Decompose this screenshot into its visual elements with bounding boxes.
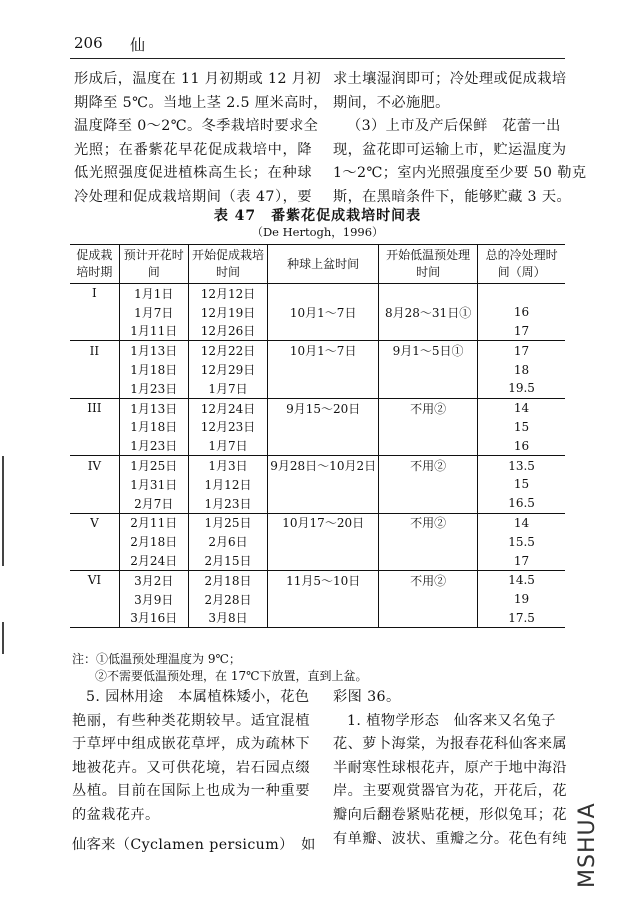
table-cell xyxy=(379,360,478,379)
table-cell: III xyxy=(70,398,119,417)
table-cell: 12月23日 xyxy=(188,418,268,437)
text-line: 低光照强度促进植株高生长；在种球 xyxy=(74,165,312,182)
text-line: 斯，在黑暗条件下，能够贮藏 3 天。 xyxy=(333,188,572,205)
table-row xyxy=(70,590,565,609)
table-cell: V xyxy=(70,513,119,532)
text-line: 光照；在番紫花早花促成栽培中，降 xyxy=(74,141,312,158)
column-header: 促成栽培时期 xyxy=(70,245,119,284)
table-cell xyxy=(70,590,119,609)
table-body xyxy=(70,284,565,628)
top-left-column xyxy=(74,68,328,210)
table-cell xyxy=(70,436,119,455)
table-cell: 1月3日 xyxy=(188,456,268,475)
table-cell xyxy=(379,532,478,551)
table-cell: 12月24日 xyxy=(188,398,268,417)
table-cell xyxy=(268,436,379,455)
table-cell: 16 xyxy=(478,436,565,455)
text-line: 仙客来（Cyclamen persicum） 如 xyxy=(72,836,316,853)
text-line: 形成后，温度在 11 月初期或 12 月初 xyxy=(74,71,321,87)
table-cell xyxy=(70,418,119,437)
table-cell: 15 xyxy=(478,475,565,494)
table-row xyxy=(70,379,565,398)
table-cell: I xyxy=(70,284,119,303)
table-cell xyxy=(70,303,119,322)
table-cell: 1月12日 xyxy=(188,475,268,494)
table-cell: 11月5～10日 xyxy=(268,570,379,589)
table-cell: 1月23日 xyxy=(119,379,188,398)
table-cell xyxy=(379,590,478,609)
table-cell: 1月23日 xyxy=(188,494,268,513)
table-row xyxy=(70,609,565,628)
table-cell: 1月25日 xyxy=(188,513,268,532)
table-title: 表 47 番紫花促成栽培时间表 xyxy=(213,208,422,224)
table-note: 注：①低温预处理温度为 9℃； xyxy=(72,652,241,666)
table-cell: 不用② xyxy=(379,456,478,475)
table-row xyxy=(70,551,565,570)
table-cell: 2月24日 xyxy=(119,551,188,570)
table-cell: 17 xyxy=(478,551,565,570)
table-cell: 14 xyxy=(478,513,565,532)
table-row xyxy=(70,436,565,455)
table-cell: 16 xyxy=(478,303,565,322)
table-note: ②不需要低温预处理，在 17℃下放置，直到上盆。 xyxy=(95,669,368,683)
table-cell xyxy=(379,418,478,437)
table-cell xyxy=(268,284,379,303)
table-cell xyxy=(379,379,478,398)
table-cell xyxy=(70,379,119,398)
table-cell: 1月7日 xyxy=(188,436,268,455)
table-cell: 10月1～7日 xyxy=(268,303,379,322)
table-cell: 19 xyxy=(478,590,565,609)
table-row xyxy=(70,360,565,379)
running-header-title: 仙 xyxy=(130,36,146,54)
table-cell xyxy=(70,322,119,341)
text-line: 期降至 5℃。当地上茎 2.5 厘米高时， xyxy=(74,94,328,111)
text-line: 丛植。目前在国际上也成为一种重要 xyxy=(72,783,310,800)
text-line: 岸。主要观赏器官为花，开花后，花 xyxy=(333,783,567,800)
text-line: 半耐寒性球根花卉，原产于地中海沿 xyxy=(333,759,567,776)
table-cell: 12月22日 xyxy=(188,341,268,360)
table-cell: 16.5 xyxy=(478,494,565,513)
column-header: 开始促成栽培时间 xyxy=(188,245,268,284)
table-cell xyxy=(70,609,119,628)
table-cell: 3月16日 xyxy=(119,609,188,628)
table-cell xyxy=(379,609,478,628)
table-source: （De Hertogh，1996） xyxy=(251,225,384,239)
table-cell xyxy=(268,590,379,609)
table-cell xyxy=(379,322,478,341)
table-cell: 1月11日 xyxy=(119,322,188,341)
table-cell: VI xyxy=(70,570,119,589)
table-cell xyxy=(268,494,379,513)
table-cell xyxy=(379,551,478,570)
bottom-right-column xyxy=(333,686,567,851)
text-line: 艳丽，有些种类花期较早。适宜混植 xyxy=(72,712,310,729)
table-cell: 1月13日 xyxy=(119,398,188,417)
table-notes xyxy=(72,651,368,685)
table-header-row xyxy=(70,245,565,284)
header-rule xyxy=(70,58,565,59)
table-cell xyxy=(70,532,119,551)
table-cell: 2月11日 xyxy=(119,513,188,532)
table-cell: 2月28日 xyxy=(188,590,268,609)
text-line: 5. 园林用途 本属植株矮小，花色 xyxy=(86,689,310,705)
table-row xyxy=(70,284,565,303)
table-row xyxy=(70,570,565,589)
table-cell xyxy=(268,418,379,437)
column-header: 开始低温预处理时间 xyxy=(379,245,478,284)
column-header: 种球上盆时间 xyxy=(268,245,379,284)
table-cell xyxy=(379,494,478,513)
table-cell: 1月18日 xyxy=(119,360,188,379)
table-cell: 15 xyxy=(478,418,565,437)
text-line: 温度降至 0～2℃。冬季栽培时要求全 xyxy=(74,118,319,135)
table-cell: 12月19日 xyxy=(188,303,268,322)
table-cell: 2月18日 xyxy=(188,570,268,589)
table-cell xyxy=(70,360,119,379)
table-cell: 9月15～20日 xyxy=(268,398,379,417)
text-line: 彩图 36。 xyxy=(333,689,401,705)
column-header: 预计开花时间 xyxy=(119,245,188,284)
text-line: 1～2℃；室内光照强度至少要 50 勒克 xyxy=(333,165,587,182)
table-cell: 1月18日 xyxy=(119,418,188,437)
forcing-schedule-table xyxy=(70,244,565,628)
table-row xyxy=(70,322,565,341)
table-row xyxy=(70,418,565,437)
table-cell: 13.5 xyxy=(478,456,565,475)
table-cell: 2月18日 xyxy=(119,532,188,551)
table-cell: 3月8日 xyxy=(188,609,268,628)
page-number: 206 xyxy=(74,34,103,52)
table-row xyxy=(70,513,565,532)
table-cell: 2月6日 xyxy=(188,532,268,551)
table-cell xyxy=(379,284,478,303)
table-row xyxy=(70,494,565,513)
watermark: MSHUA xyxy=(575,802,600,888)
table-cell: 3月2日 xyxy=(119,570,188,589)
top-right-column xyxy=(333,68,587,210)
table-cell: 9月1～5日① xyxy=(379,341,478,360)
table-cell: 9月28日～10月2日 xyxy=(268,456,379,475)
table-cell: 1月7日 xyxy=(188,379,268,398)
table-cell: 8月28～31日① xyxy=(379,303,478,322)
scan-margin-mark xyxy=(2,622,4,654)
table-row xyxy=(70,398,565,417)
table-cell: 17 xyxy=(478,322,565,341)
text-line: 地被花卉。又可供花境，岩石园点缀 xyxy=(72,759,310,776)
text-line: 花、萝卜海棠，为报春花科仙客来属 xyxy=(333,736,567,753)
table-cell: 不用② xyxy=(379,570,478,589)
table-cell: 12月12日 xyxy=(188,284,268,303)
text-line: 冷处理和促成栽培期间（表 47），要 xyxy=(74,188,312,205)
text-line: 期间，不必施肥。 xyxy=(333,94,450,111)
text-line: 有单瓣、波状、重瓣之分。花色有纯 xyxy=(333,830,567,847)
table-cell: 1月7日 xyxy=(119,303,188,322)
table-cell: 2月15日 xyxy=(188,551,268,570)
table-cell xyxy=(268,532,379,551)
table-cell: 1月25日 xyxy=(119,456,188,475)
text-line: （3）上市及产后保鲜 花蕾一出 xyxy=(347,118,561,135)
table-cell: 12月26日 xyxy=(188,322,268,341)
table-cell xyxy=(268,609,379,628)
table-cell: 10月17～20日 xyxy=(268,513,379,532)
table-cell: 14 xyxy=(478,398,565,417)
table-row xyxy=(70,532,565,551)
table-cell: 19.5 xyxy=(478,379,565,398)
table-cell: IV xyxy=(70,456,119,475)
text-line: 求土壤湿润即可；冷处理或促成栽培 xyxy=(333,71,567,87)
table-cell: II xyxy=(70,341,119,360)
table-cell xyxy=(70,475,119,494)
table-cell: 17 xyxy=(478,341,565,360)
table-cell xyxy=(379,475,478,494)
table-cell: 10月1～7日 xyxy=(268,341,379,360)
table-cell: 不用② xyxy=(379,398,478,417)
text-line: 现，盆花即可运输上市，贮运温度为 xyxy=(333,141,567,158)
table-cell: 15.5 xyxy=(478,532,565,551)
table-row xyxy=(70,475,565,494)
column-header: 总的冷处理时间（周） xyxy=(478,245,565,284)
text-line: 的盆栽花卉。 xyxy=(72,806,160,823)
table-cell: 17.5 xyxy=(478,609,565,628)
table-cell xyxy=(268,475,379,494)
table-cell xyxy=(268,379,379,398)
table-cell: 14.5 xyxy=(478,570,565,589)
text-line: 于草坪中组成嵌花草坪，成为疏林下 xyxy=(72,736,310,753)
table-cell: 1月13日 xyxy=(119,341,188,360)
table-cell xyxy=(70,551,119,570)
table-cell: 3月9日 xyxy=(119,590,188,609)
table-row xyxy=(70,456,565,475)
scan-margin-mark xyxy=(2,456,4,566)
table-row xyxy=(70,341,565,360)
table-cell: 1月23日 xyxy=(119,436,188,455)
table-cell xyxy=(70,494,119,513)
table-cell: 不用② xyxy=(379,513,478,532)
table-row xyxy=(70,303,565,322)
table-cell xyxy=(379,436,478,455)
text-line: 1. 植物学形态 仙客来又名兔子 xyxy=(347,712,556,729)
table-cell: 1月1日 xyxy=(119,284,188,303)
table-cell: 1月31日 xyxy=(119,475,188,494)
table-cell: 18 xyxy=(478,360,565,379)
bottom-left-column xyxy=(72,686,316,857)
table-cell xyxy=(268,322,379,341)
table-cell xyxy=(478,284,565,303)
text-line: 瓣向后翻卷紧贴花梗，形似兔耳；花 xyxy=(333,806,567,823)
table-cell: 2月7日 xyxy=(119,494,188,513)
table-cell xyxy=(268,551,379,570)
table-cell xyxy=(268,360,379,379)
table-cell: 12月29日 xyxy=(188,360,268,379)
